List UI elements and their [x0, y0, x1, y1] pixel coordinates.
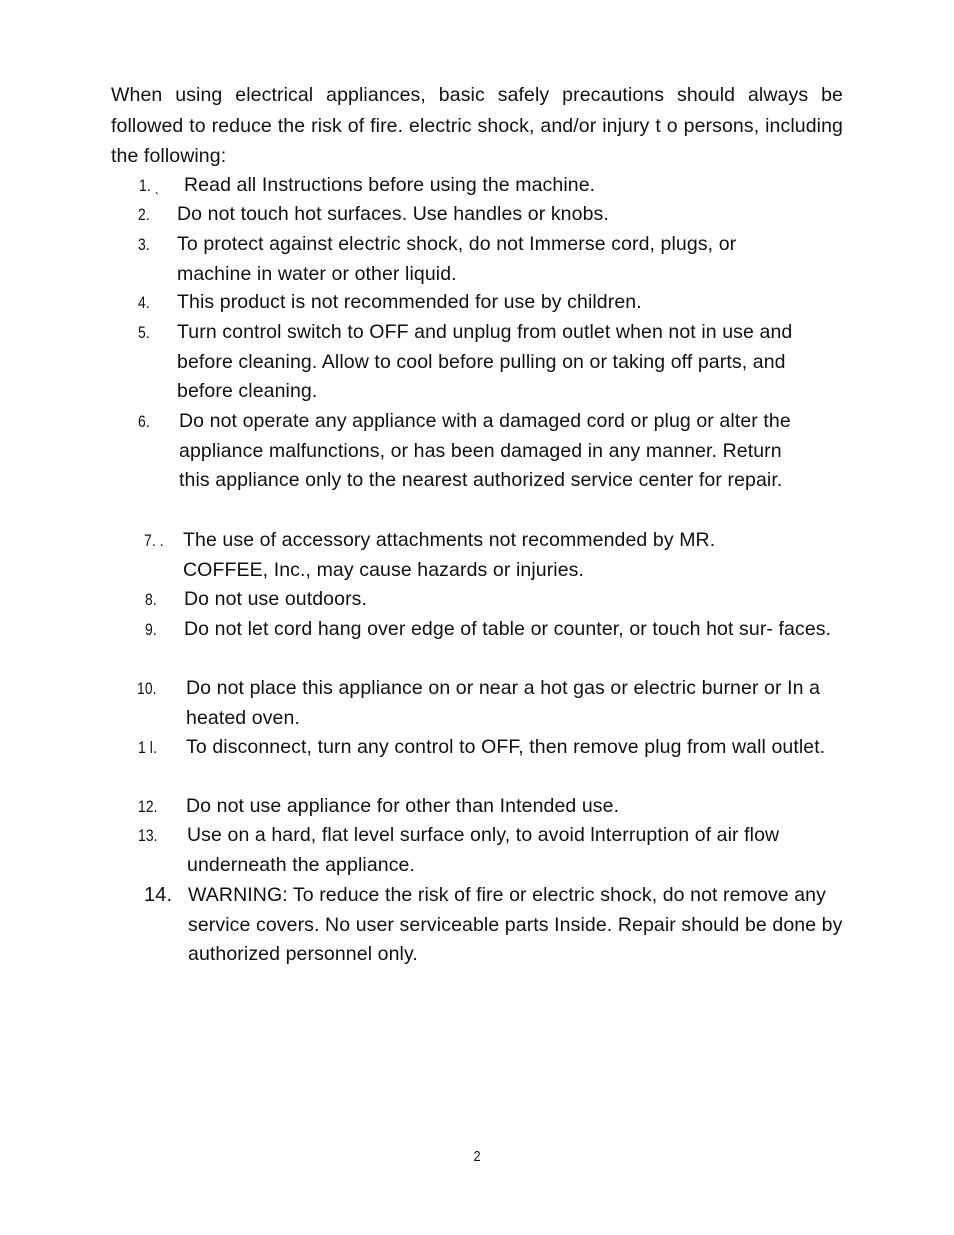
list-text-4: This product is not recommended for use by children.	[177, 291, 642, 313]
list-text-8: Do not use outdoors.	[184, 588, 368, 610]
list-number-14: 14.	[144, 884, 173, 906]
list-number-13: 13.	[138, 826, 158, 845]
list-number-8: 8.	[145, 590, 157, 609]
list-text-11: To disconnect, turn any control to OFF, then remove plug from wall outlet.	[186, 736, 826, 758]
page-number: 2	[473, 1148, 481, 1165]
list-text-7: The use of accessory attachments not recommended by MR. COFFEE, Inc., may cause hazards or injuries.	[183, 529, 716, 581]
list-number-10: 10.	[137, 679, 157, 698]
list-number-9: 9.	[145, 620, 157, 639]
list-number-12: 12.	[138, 797, 158, 816]
list-text-13: Use on a hard, flat level surface only, to avoid lnterruption of air flow underneath the appliance.	[187, 824, 780, 876]
list-number-2: 2.	[138, 205, 150, 224]
list-number-11: 1 l.	[138, 738, 157, 757]
list-text-1: Read all Instructions before using the machine.	[184, 174, 596, 196]
list-text-9: Do not let cord hang over edge of table or counter, or touch hot sur- faces.	[184, 618, 832, 640]
list-text-3: To protect against electric shock, do not Immerse cord, plugs, or machine in water or other liquid.	[177, 233, 737, 285]
list-text-10: Do not place this appliance on or near a hot gas or electric burner or In a heated oven.	[186, 677, 821, 729]
list-text-2: Do not touch hot surfaces. Use handles or knobs.	[177, 203, 609, 225]
list-text-6: Do not operate any appliance with a damaged cord or plug or alter the appliance malfunctions, or has been damaged in any manner. Return this appliance only to the nearest authorized service center for repair.	[179, 410, 791, 491]
list-number-4: 4.	[138, 293, 150, 312]
list-number-3: 3.	[138, 235, 150, 254]
list-text-5: Turn control switch to OFF and unplug from outlet when not in use and before cleaning. Allow to cool before pulling on or taking off parts, and before cleaning.	[177, 321, 793, 402]
list-number-5: 5.	[138, 323, 150, 342]
intro-paragraph: When using electrical appliances, basic safely precautions should always be followed to reduce the risk of fire. electric shock, and/or injury t o persons, including the following:	[111, 84, 843, 167]
list-number-7: 7. .	[144, 531, 164, 550]
list-number-6: 6.	[138, 412, 150, 431]
list-text-14: WARNING: To reduce the risk of fire or electric shock, do not remove any service covers. No user serviceable parts Inside. Repair should be done by authorized personnel only.	[188, 884, 843, 965]
list-text-12: Do not use appliance for other than Intended use.	[186, 795, 620, 817]
list-number-1: 1. ˎ	[139, 176, 160, 195]
